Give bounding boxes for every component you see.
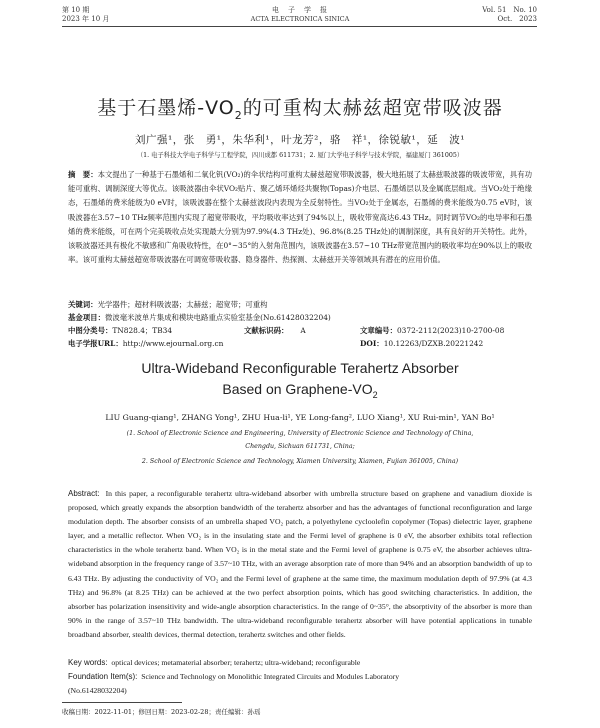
authors-cn: 刘广强¹，张 勇¹，朱华利¹，叶龙芳²，骆 祥¹，徐锐敏¹，延 波¹ bbox=[135, 134, 465, 146]
title-cn-rest: 的可重构太赫兹超宽带吸波器 bbox=[242, 97, 503, 119]
keywords-cn-text: 光学器件；超材料吸波器；太赫兹；超宽带；可重构 bbox=[97, 300, 268, 309]
keywords-en-text: optical devices; metamaterial absorber; terahertz; ultra-wideband; reconfigurable bbox=[111, 658, 361, 667]
document-code-value: A bbox=[300, 326, 306, 335]
issue-date: 2023 年 10 月 bbox=[62, 15, 110, 23]
title-en-subscript: 2 bbox=[372, 389, 378, 400]
affiliation-en-1b: Chengdu, Sichuan 611731, China; bbox=[245, 443, 355, 450]
journal-url bbox=[68, 337, 223, 350]
journal-name-cn: 电 子 学 报 bbox=[272, 6, 328, 14]
affiliation-en-2: 2. School of Electronic Science and Technology, Xiamen University, Xiamen, Fujian 361005, China) bbox=[141, 458, 459, 465]
affiliation-en-1a: (1. School of Electronic Science and Engineering, University of Electronic Science and Technology of China, bbox=[126, 430, 474, 437]
affiliation-cn: （1. 电子科技大学电子科学与工程学院，四川成都 611731；2. 厦门大学电子科学与技术学院，福建厦门 361005） bbox=[136, 152, 464, 159]
article-number bbox=[360, 324, 504, 337]
paper-title-cn bbox=[0, 93, 600, 122]
doi-label: DOI： bbox=[360, 339, 384, 348]
keywords-cn-label: 关键词： bbox=[68, 300, 98, 309]
issue-month-en: Oct. 2023 bbox=[497, 15, 537, 23]
volume-number: Vol. 51 No. 10 bbox=[482, 6, 537, 14]
authors-en: LIU Guang-qiang¹, ZHANG Yong¹, ZHU Hua-li¹, YE Long-fang², LUO Xiang¹, XU Rui-min¹, YAN Bo¹ bbox=[105, 413, 495, 422]
clc-label: 中图分类号： bbox=[68, 326, 113, 335]
journal-name-en: ACTA ELECTRONICA SINICA bbox=[250, 15, 350, 23]
fund-cn-label: 基金项目： bbox=[68, 313, 105, 322]
keywords-en bbox=[68, 656, 532, 670]
received-dates: 收稿日期：2022-11-01；修回日期：2023-02-28；责任编辑：孙瑶 bbox=[62, 708, 261, 716]
clc-value: TN828.4；TB34 bbox=[112, 326, 173, 335]
abstract-en-text: In this paper, a reconfigurable terahertz ultra-wideband absorber with umbrella structure based on graphene and vanadium dioxide is proposed, which greatly expands the absorption bandwidth of the terahertz absorber and has the advantages of functional reconfiguration and large modulation depth. The absorber consists of an umbrella shaped VO₂ patch, a polyethylene cycloolefin copolymer (Topas) dielectric layer, graphene layer, and a metallic reflector. When VO₂ is in the insulating state and the Fermi level of graphene is 0 eV, the absorber exhibits total reflection characteristics in the whole terahertz band. When VO₂ is in the metal state and the Fermi level of graphene is 0.75 eV, the absorber achieves ultra-wideband absorption in the frequency range of 3.57~10 THz, with an average absorption rate of more than 94% and an absorption bandwidth of up to 6.43 THz. By adjusting the conductivity of VO₂ and the Fermi level of graphene at the same time, the maximum modulation depth of 97.9% (at 4.3 THz) and 96.8% (at 8.25 THz) can be achieved at the two perfect absorption points, which has good switching characteristics. In addition, the absorber has polarization insensitivity and wide-angle absorption characteristics. In the range of 0~35°, the absorptivity of the absorber is more than 90% in the range of 3.57~10 THz bandwidth. The ultra-wideband reconfigurable terahertz absorber will have potential applications in tunable broadband absorber, stealth devices, thermal detection, terahertz switches and other fields. bbox=[68, 489, 532, 639]
document-code bbox=[244, 324, 306, 337]
abstract-en-label: Abstract: bbox=[68, 489, 100, 498]
keywords-en-label: Key words: bbox=[68, 658, 108, 667]
fund-en-number: (No.61428032204) bbox=[68, 686, 127, 695]
document-code-label: 文献标识码： bbox=[244, 326, 289, 335]
abstract-cn-text: 本文提出了一种基于石墨烯和二氧化钒(VO₂)的伞状结构可重构太赫兹超宽带吸波器，极大地拓展了太赫兹吸波器的吸波带宽，具有功能可重构、调制深度大等优点。该吸波器由伞状VO₂贴片、聚乙烯环烯烃共聚物(Topas)介电层、石墨烯层以及金属底层组成。当VO₂处于绝缘态，石墨烯的费米能级为0 eV时，该吸波器在整个太赫兹波段内表现为全反射特性。当VO₂处于金属态，石墨烯的费米能级为0.75 eV时，该吸波器在3.57~10 THz频率范围内实现了超宽带吸收，平均吸收率达到了94%以上，吸收带宽高达6.43 THz。同时调节VO₂的电导率和石墨烯的费米能级，可在两个完美吸收点处实现最大分别为97.9%(4.3 THz处)、96.8%(8.25 THz处)的调制深度，具有良好的开关特性。此外，该吸波器还具有极化不敏感和广角吸收特性，在0°~35°的入射角范围内，该吸波器在3.57~10 THz带宽范围内的吸收率均在90%以上的吸收率。该可重构太赫兹超宽带吸波器在可调宽带吸收器、隐身器件、热探测、太赫兹开关等领域具有潜在的应用价值。 bbox=[68, 170, 532, 265]
abstract-cn bbox=[68, 168, 532, 267]
article-number-label: 文章编号： bbox=[360, 326, 397, 335]
fund-cn-text: 微波毫米波单片集成和模块电路重点实验室基金(No.61428032204) bbox=[104, 313, 331, 322]
fund-en-text-1: Science and Technology on Monolithic Integrated Circuits and Modules Laboratory bbox=[141, 672, 400, 681]
fund-en bbox=[68, 670, 532, 684]
title-en-main: Based on Graphene-VO bbox=[222, 381, 373, 397]
fund-cn bbox=[68, 311, 331, 324]
paper-title-en-line2 bbox=[0, 381, 600, 400]
doi-value[interactable]: 10.12263/DZXB.20221242 bbox=[383, 339, 484, 348]
header-rule bbox=[62, 26, 537, 27]
article-number-value: 0372-2112(2023)10-2700-08 bbox=[396, 326, 505, 335]
doi bbox=[360, 337, 483, 350]
title-cn-main: 基于石墨烯-VO bbox=[97, 97, 235, 119]
journal-url-label: 电子学报URL： bbox=[68, 339, 123, 348]
abstract-cn-label: 摘 要： bbox=[68, 170, 98, 179]
title-cn-subscript: 2 bbox=[234, 108, 243, 122]
issue-number: 第 10 期 bbox=[62, 6, 90, 14]
clc-number bbox=[68, 324, 172, 337]
journal-url-link[interactable]: http://www.ejournal.org.cn bbox=[122, 339, 224, 348]
keywords-cn bbox=[68, 298, 268, 311]
fund-en-label: Foundation Item(s): bbox=[68, 672, 138, 681]
paper-title-en-line1: Ultra-Wideband Reconfigurable Terahertz Absorber bbox=[141, 360, 459, 376]
footer-rule bbox=[62, 702, 182, 703]
abstract-en bbox=[68, 487, 532, 642]
